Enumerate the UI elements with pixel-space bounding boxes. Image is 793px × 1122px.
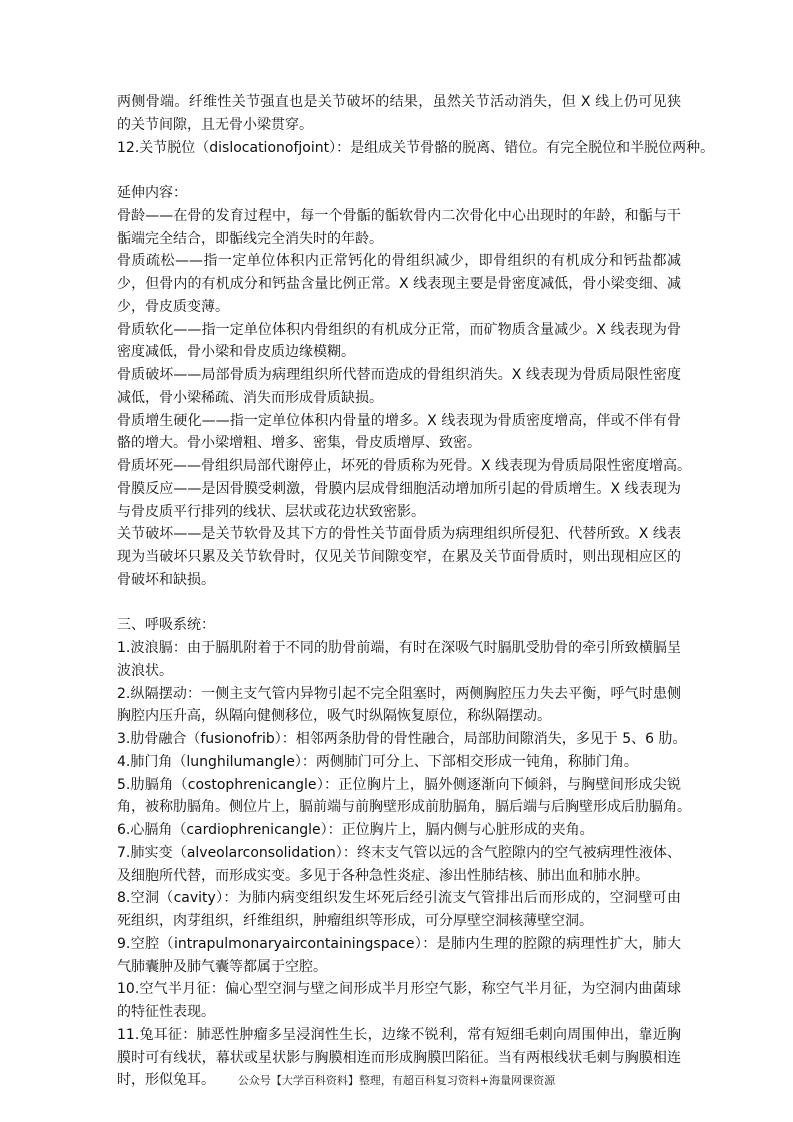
text-line: 两侧骨端。纤维性关节强直也是关节破坏的结果，虽然关节活动消失，但 X 线上仍可见狭 [117,94,681,110]
text-line: 时，形似兔耳。 [117,1072,215,1089]
text-line: 1.波浪膈：由于膈肌附着于不同的肋骨前端，有时在深吸气时膈肌受肋骨的牵引所致横膈呈 [117,640,681,656]
text-line: 骼的增大。骨小梁增粗、增多、密集，骨皮质增厚、致密。 [117,435,481,452]
paragraph [117,637,681,683]
paragraph [117,205,681,251]
text-line: 11.兔耳征：肺恶性肿瘤多呈浸润性生长，边缘不锐利，常有短细毛刺向周围伸出，靠近胸 [117,1026,681,1043]
paragraph [117,614,681,637]
text-line: 12.关节脱位（dislocationofjoint）：是组成关节骨骼的脱离、错位。有完全脱位和半脱位两种。 [117,139,715,156]
text-line: 波浪状。 [117,662,173,679]
text-line: 关节破坏——是关节软骨及其下方的骨性关节面骨质为病理组织所侵犯、代替所致。X 线表 [117,526,681,543]
paragraph [117,523,681,591]
text-line: 的特征性表现。 [117,1004,215,1020]
paragraph [117,683,681,729]
text-line: 密度减低，骨小梁和骨皮质边缘模糊。 [117,344,355,361]
text-line: 三、呼吸系统： [117,617,215,634]
blank-line [117,159,681,182]
paragraph [117,364,681,410]
text-line: 死组织，肉芽组织，纤维组织，肿瘤组织等形成，可分厚壁空洞核薄壁空洞。 [117,913,593,929]
paragraph [117,410,681,456]
text-line: 膜时可有线状，幕状或星状影与胸膜相连而形成胸膜凹陷征。当有两根线状毛刺与胸膜相连 [117,1049,681,1066]
text-line: 3.肋骨融合（fusionofrib）：相邻两条肋骨的骨性融合，局部肋间隙消失，多见于 5、6 肋。 [117,731,687,747]
text-line: 6.心膈角（cardiophrenicangle）：正位胸片上，膈内侧与心脏形成的夹角。 [117,822,594,838]
text-line: 少，但骨内的有机成分和钙盐含量比例正常。X 线表现主要是骨密度减低，骨小梁变细、减 [117,276,681,292]
paragraph [117,842,681,888]
text-line: 气肺囊肿及肺气囊等都属于空腔。 [117,958,327,975]
paragraph [117,751,681,774]
text-line: 减低，骨小梁稀疏、消失而形成骨质缺损。 [117,389,383,406]
paragraph [117,819,681,842]
paragraph [117,728,687,751]
text-line: 10.空气半月征：偏心型空洞与壁之间形成半月形空气影，称空气半月征，为空洞内曲菌球 [117,981,681,998]
document-body [117,91,715,1092]
paragraph [117,137,715,160]
paragraph [117,774,691,820]
text-line: 的关节间隙，且无骨小梁贯穿。 [117,116,313,133]
blank-line [117,592,681,615]
text-line: 胸腔内压升高，纵隔向健侧移位，吸气时纵隔恢复原位，称纵隔摆动。 [117,708,551,725]
text-line: 2.纵隔摆动：一侧主支气管内异物引起不完全阻塞时，两侧胸腔压力失去平衡，呼气时患侧 [117,685,681,702]
text-line: 骨质坏死——骨组织局部代谢停止，坏死的骨质称为死骨。X 线表现为骨质局限性密度增高。 [117,458,692,474]
text-line: 骨质破坏——局部骨质为病理组织所代替而造成的骨组织消失。X 线表现为骨质局限性密度 [117,367,681,383]
text-line: 现为当破坏只累及关节软骨时，仅见关节间隙变窄，在累及关节面骨质时，则出现相应区的 [117,549,681,565]
paragraph [117,978,681,1024]
paragraph [117,182,681,205]
text-line: 与骨皮质平行排列的线状、层状或花边状致密影。 [117,503,425,520]
text-line: 骺端完全结合，即骺线完全消失时的年龄。 [117,230,383,247]
text-line: 骨质软化——指一定单位体积内骨组织的有机成分正常，而矿物质含量减少。X 线表现为骨 [117,321,681,338]
text-line: 骨龄——在骨的发育过程中，每一个骨骺的骺软骨内二次骨化中心出现时的年龄，和骺与干 [117,207,681,224]
paragraph [117,933,681,979]
text-line: 骨质疏松——指一定单位体积内正常钙化的骨组织减少，即骨组织的有机成分和钙盐都减 [117,253,681,270]
paragraph [117,455,692,478]
text-line: 8.空洞（cavity）：为肺内病变组织发生坏死后经引流支气管排出后而形成的，空洞壁可由 [117,890,681,907]
text-line: 骨膜反应——是因骨膜受刺激，骨膜内层成骨细胞活动增加所引起的骨质增生。X 线表现为 [117,480,681,497]
text-line: 及细胞所代替，而形成实变。多见于各种急性炎症、渗出性肺结核、肺出血和肺水肿。 [117,867,649,884]
text-line: 4.肺门角（lunghilumangle）：两侧肺门可分上、下部相交形成一钝角，称肺门角。 [117,753,638,770]
paragraph [117,478,681,524]
paragraph [117,250,681,318]
page-footer: 公众号【大学百科资料】整理，有超百科复习资料+海量网课资源 [237,1074,556,1087]
paragraph [117,319,681,365]
text-line: 9.空腔（intrapulmonaryaircontainingspace）：是肺内生理的腔隙的病理性扩大，肺大 [117,935,681,952]
text-line: 角，被称肋膈角。侧位片上，膈前端与前胸壁形成前肋膈角，膈后端与后胸壁形成后肋膈角。 [117,799,691,816]
paragraph [117,887,681,933]
text-line: 5.肋膈角（costophrenicangle）：正位胸片上，膈外侧逐渐向下倾斜，与胸壁间形成尖锐 [117,776,681,793]
text-line: 少，骨皮质变薄。 [117,298,229,315]
text-line: 骨质增生硬化——指一定单位体积内骨量的增多。X 线表现为骨质密度增高，伴或不伴有骨 [117,412,681,429]
paragraph [117,91,681,137]
text-line: 延伸内容： [117,185,187,201]
text-line: 7.肺实变（alveolarconsolidation）：终末支气管以远的含气腔隙内的空气被病理性液体、 [117,844,681,861]
text-line: 骨破坏和缺损。 [117,571,215,588]
